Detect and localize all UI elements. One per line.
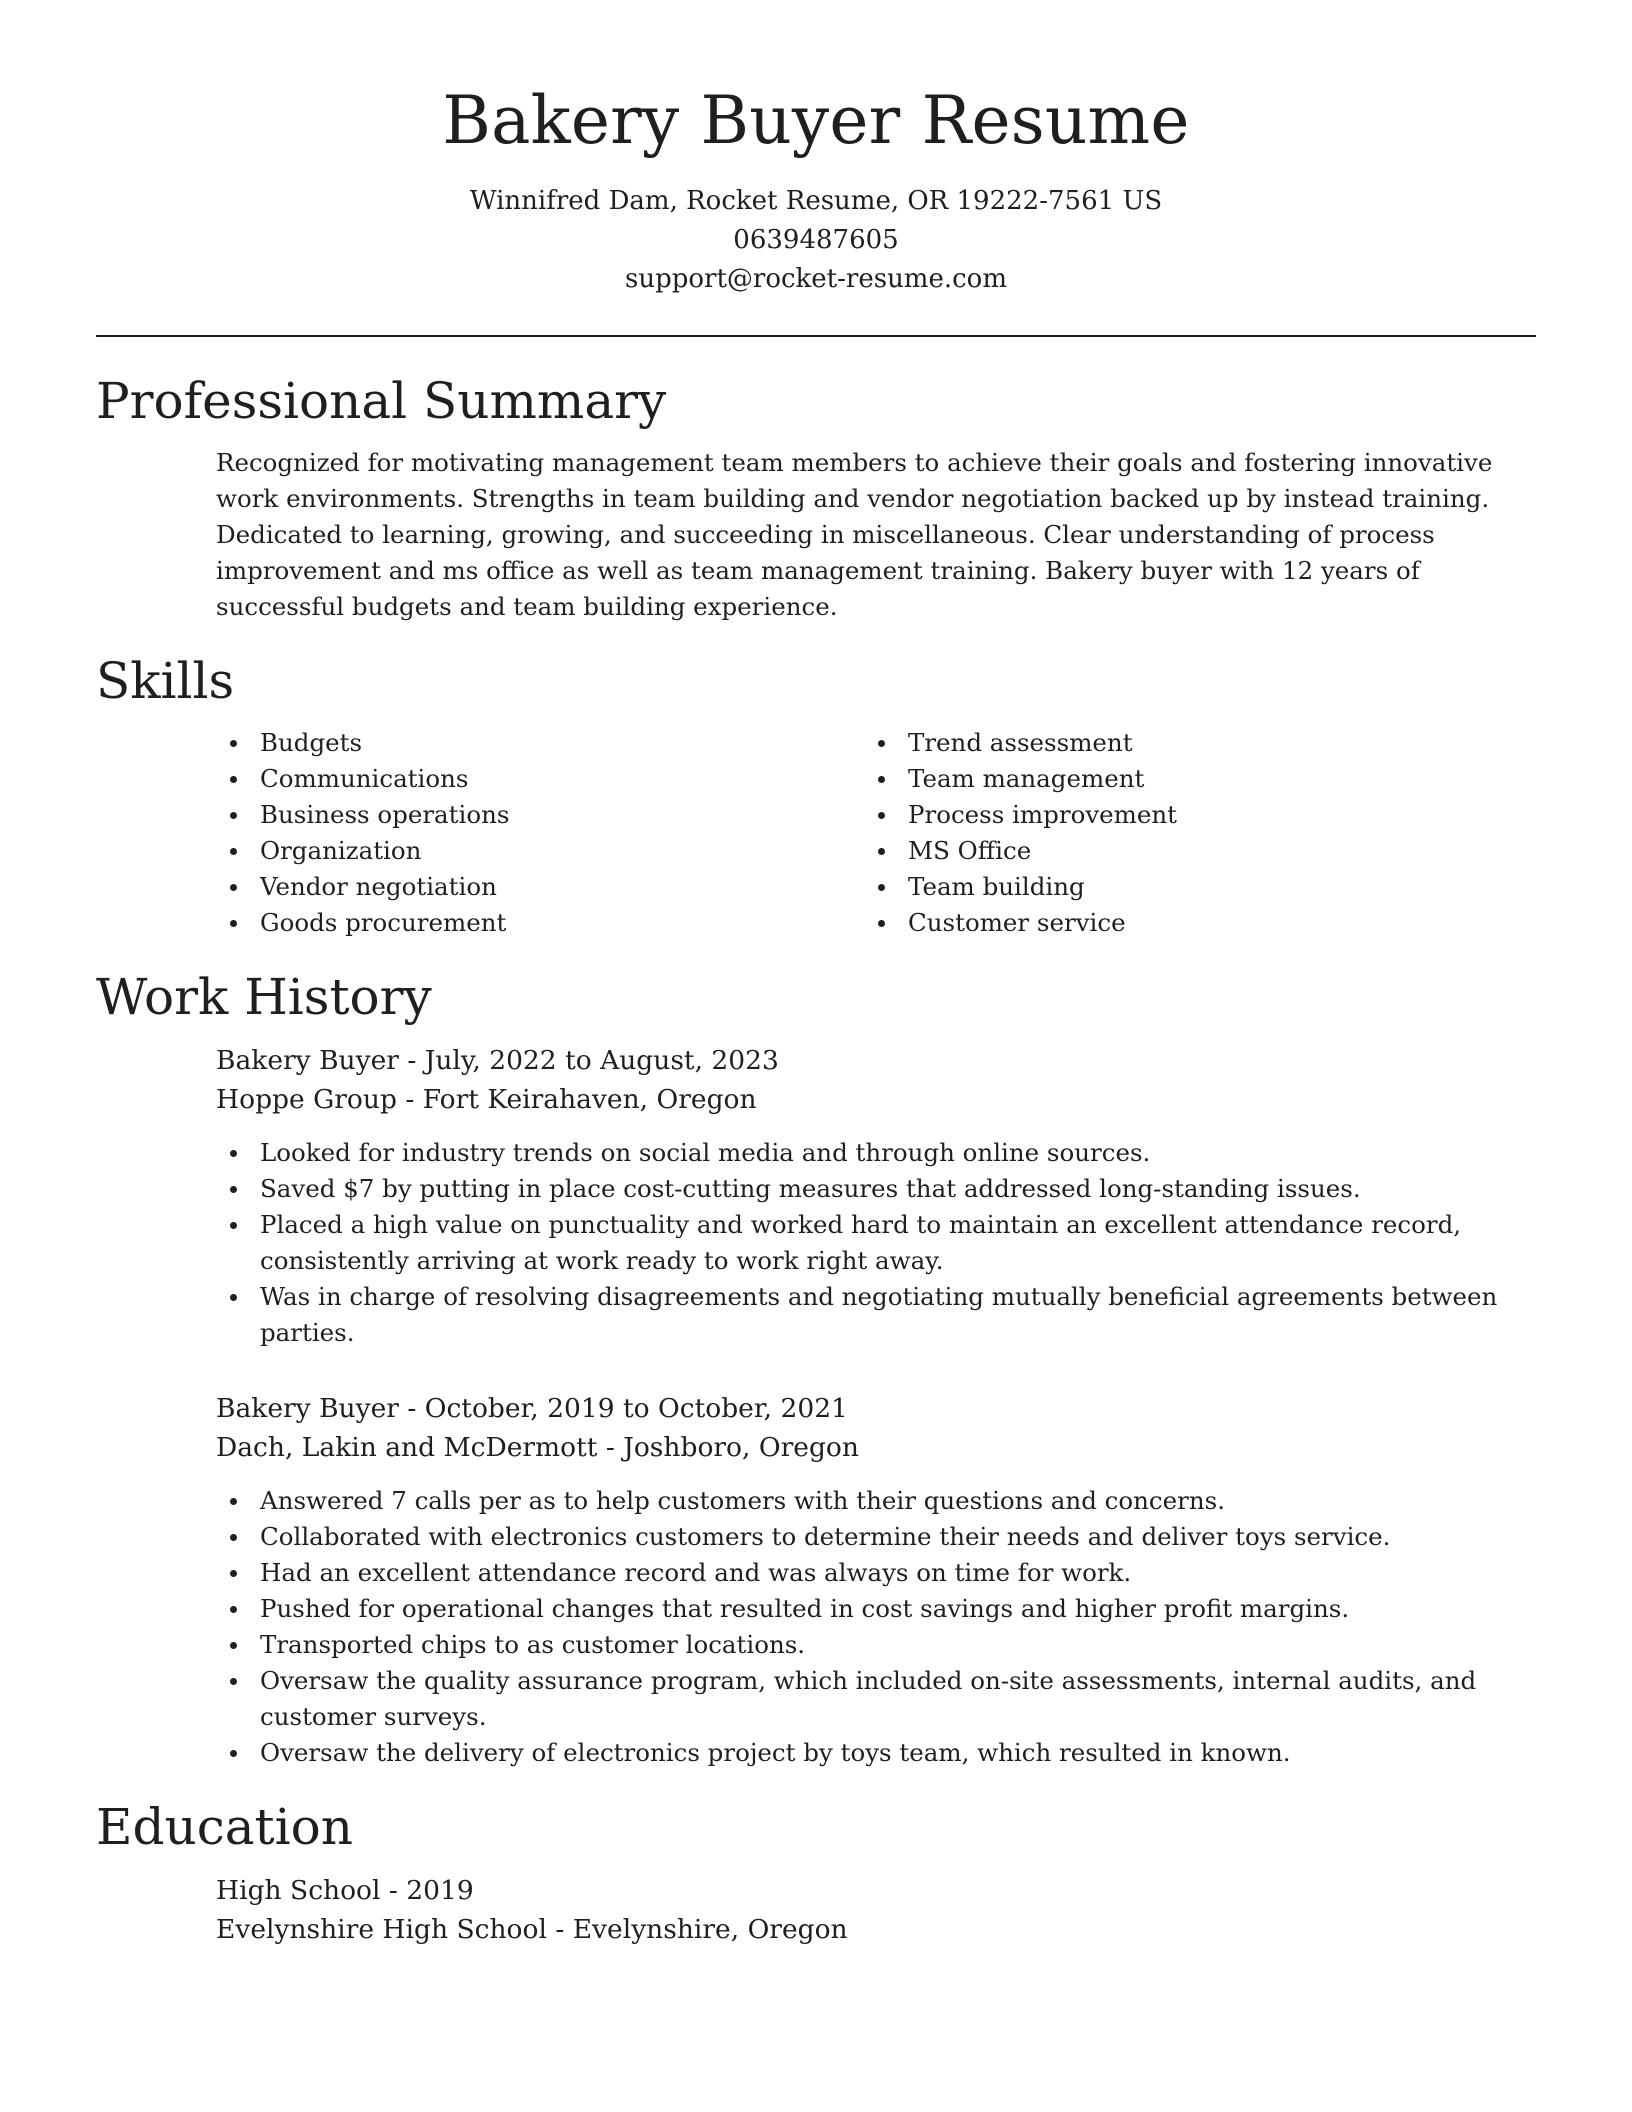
skill-item: Goods procurement — [216, 905, 864, 941]
contact-phone: 0639487605 — [733, 224, 899, 255]
skill-item: Team building — [864, 869, 1512, 905]
education-section — [96, 1797, 1536, 1949]
job-entry — [216, 1389, 1536, 1771]
skill-item: Communications — [216, 761, 864, 797]
skill-item: MS Office — [864, 833, 1512, 869]
job-bullet: Oversaw the delivery of electronics project by toys team, which resulted in known. — [216, 1735, 1536, 1771]
job-title-line: Bakery Buyer - July, 2022 to August, 2023 — [216, 1044, 779, 1076]
summary-section — [96, 371, 1536, 625]
job-bullet: Answered 7 calls per as to help customers with their questions and concerns. — [216, 1483, 1536, 1519]
skill-item: Customer service — [864, 905, 1512, 941]
contact-address: Winnifred Dam, Rocket Resume, OR 19222-7561 US — [469, 185, 1163, 216]
skills-heading: Skills — [96, 651, 235, 710]
education-heading: Education — [96, 1797, 353, 1856]
work-history-section — [96, 967, 1536, 1771]
header-divider — [96, 335, 1536, 337]
education-entry — [216, 1871, 1536, 1949]
job-bullets — [216, 1483, 1536, 1771]
job-bullet: Had an excellent attendance record and was always on time for work. — [216, 1555, 1536, 1591]
job-title-line: Bakery Buyer - October, 2019 to October, 2021 — [216, 1392, 848, 1424]
skills-list-right — [864, 725, 1512, 941]
resume-title: Bakery Buyer Resume — [442, 82, 1190, 159]
education-degree-line: High School - 2019 — [216, 1874, 474, 1906]
skill-item: Team management — [864, 761, 1512, 797]
summary-heading: Professional Summary — [96, 371, 667, 430]
job-company-line: Hoppe Group - Fort Keirahaven, Oregon — [216, 1083, 757, 1115]
skill-item: Business operations — [216, 797, 864, 833]
summary-text: Recognized for motivating management team members to achieve their goals and fostering innovative work environments. Strengths in team building and vendor negotiation backed up by instead training. Dedicated to learning, growing, and succeeding in miscellaneous. Clear understanding of process improvement and ms office as well as team management training. Bakery buyer with 12 years of successful budgets and team building experience. — [216, 447, 1493, 621]
work-history-heading: Work History — [96, 967, 432, 1026]
skill-item: Process improvement — [864, 797, 1512, 833]
job-bullet: Was in charge of resolving disagreements and negotiating mutually beneficial agreements between parties. — [216, 1279, 1536, 1351]
job-company-line: Dach, Lakin and McDermott - Joshboro, Oregon — [216, 1431, 859, 1463]
job-entry — [216, 1041, 1536, 1351]
job-bullet: Oversaw the quality assurance program, which included on-site assessments, internal audits, and customer surveys. — [216, 1663, 1536, 1735]
resume-header — [96, 84, 1536, 299]
skill-item: Trend assessment — [864, 725, 1512, 761]
job-bullets — [216, 1135, 1536, 1351]
job-bullet: Collaborated with electronics customers to determine their needs and deliver toys service. — [216, 1519, 1536, 1555]
job-bullet: Placed a high value on punctuality and worked hard to maintain an excellent attendance record, consistently arriving at work ready to work right away. — [216, 1207, 1536, 1279]
education-school-line: Evelynshire High School - Evelynshire, Oregon — [216, 1913, 848, 1945]
skill-item: Budgets — [216, 725, 864, 761]
job-bullet: Transported chips to as customer locations. — [216, 1627, 1536, 1663]
job-bullet: Saved $7 by putting in place cost-cutting measures that addressed long-standing issues. — [216, 1171, 1536, 1207]
skills-columns — [216, 725, 1536, 941]
job-bullet: Pushed for operational changes that resulted in cost savings and higher profit margins. — [216, 1591, 1536, 1627]
contact-email: support@rocket-resume.com — [624, 263, 1007, 294]
skills-list-left — [216, 725, 864, 941]
job-bullet: Looked for industry trends on social media and through online sources. — [216, 1135, 1536, 1171]
skill-item: Organization — [216, 833, 864, 869]
skill-item: Vendor negotiation — [216, 869, 864, 905]
skills-section — [96, 651, 1536, 941]
